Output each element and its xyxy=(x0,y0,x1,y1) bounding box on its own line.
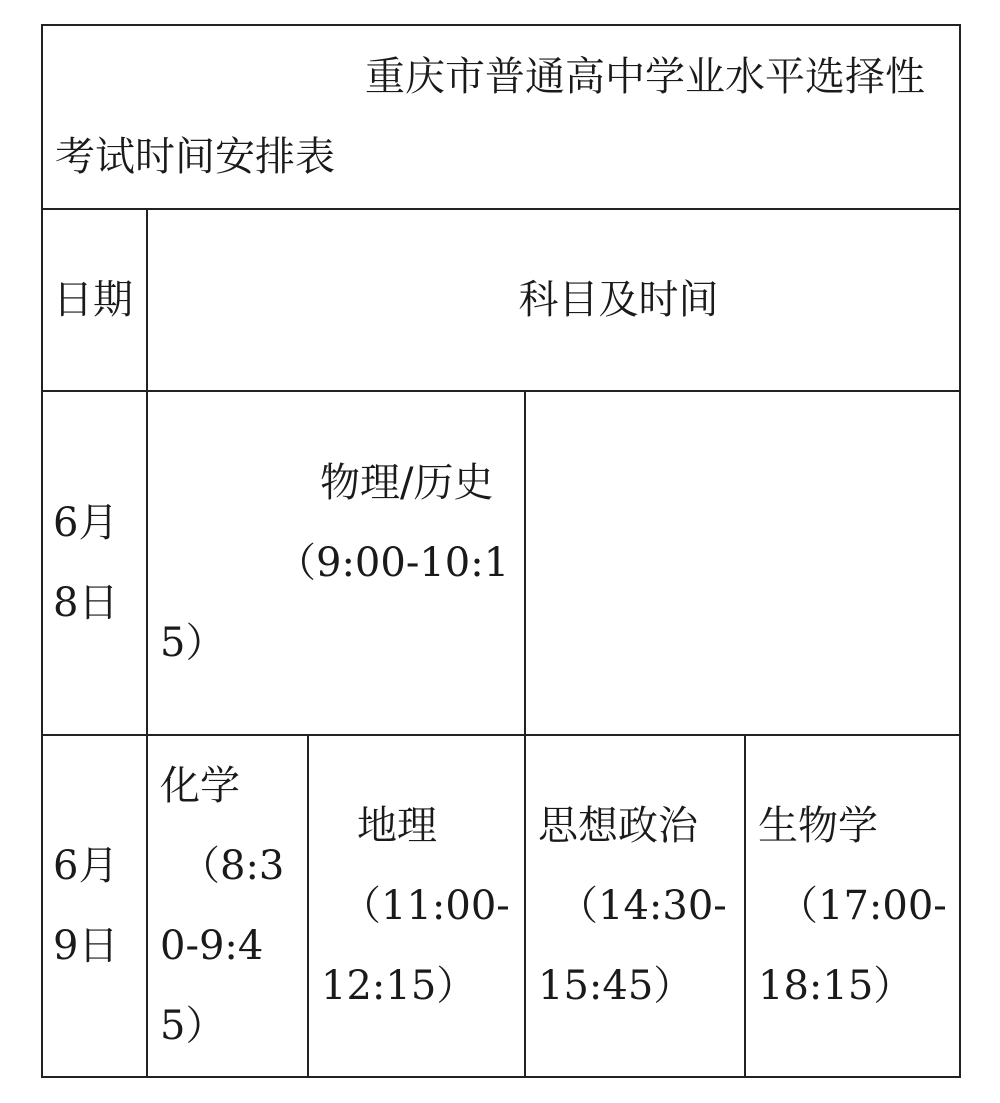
exam-subject: 思想政治 xyxy=(538,803,698,849)
exam-time: （14:30-15:45） xyxy=(538,883,727,1009)
date-header: 日期 xyxy=(42,209,147,391)
exam-time: （8:30-9:45） xyxy=(160,843,285,1049)
exam-cell xyxy=(308,735,525,1077)
table-row xyxy=(42,735,960,1077)
exam-schedule-table xyxy=(41,24,961,1078)
exam-subject: 生物学 xyxy=(758,803,878,849)
exam-subject: 化学 xyxy=(160,763,240,809)
date-cell: 6月8日 xyxy=(42,391,147,735)
table-title-cell xyxy=(42,25,960,209)
subject-time-header: 科目及时间 xyxy=(147,209,960,391)
empty-cell xyxy=(525,391,960,735)
exam-cell xyxy=(147,391,525,735)
exam-subject: 地理 xyxy=(357,803,437,849)
exam-cell xyxy=(147,735,308,1077)
table-title: 重庆市普通高中学业水平选择性考试时间安排表 xyxy=(55,54,925,180)
title-row xyxy=(42,25,960,209)
exam-time: （11:00-12:15） xyxy=(321,883,510,1009)
date-cell: 6月9日 xyxy=(42,735,147,1077)
exam-time: （17:00-18:15） xyxy=(758,883,947,1009)
exam-cell xyxy=(745,735,960,1077)
exam-subject: 物理/历史 xyxy=(320,460,494,506)
table-row xyxy=(42,391,960,735)
exam-time: （9:00-10:15） xyxy=(160,540,510,666)
header-row xyxy=(42,209,960,391)
exam-cell xyxy=(525,735,745,1077)
